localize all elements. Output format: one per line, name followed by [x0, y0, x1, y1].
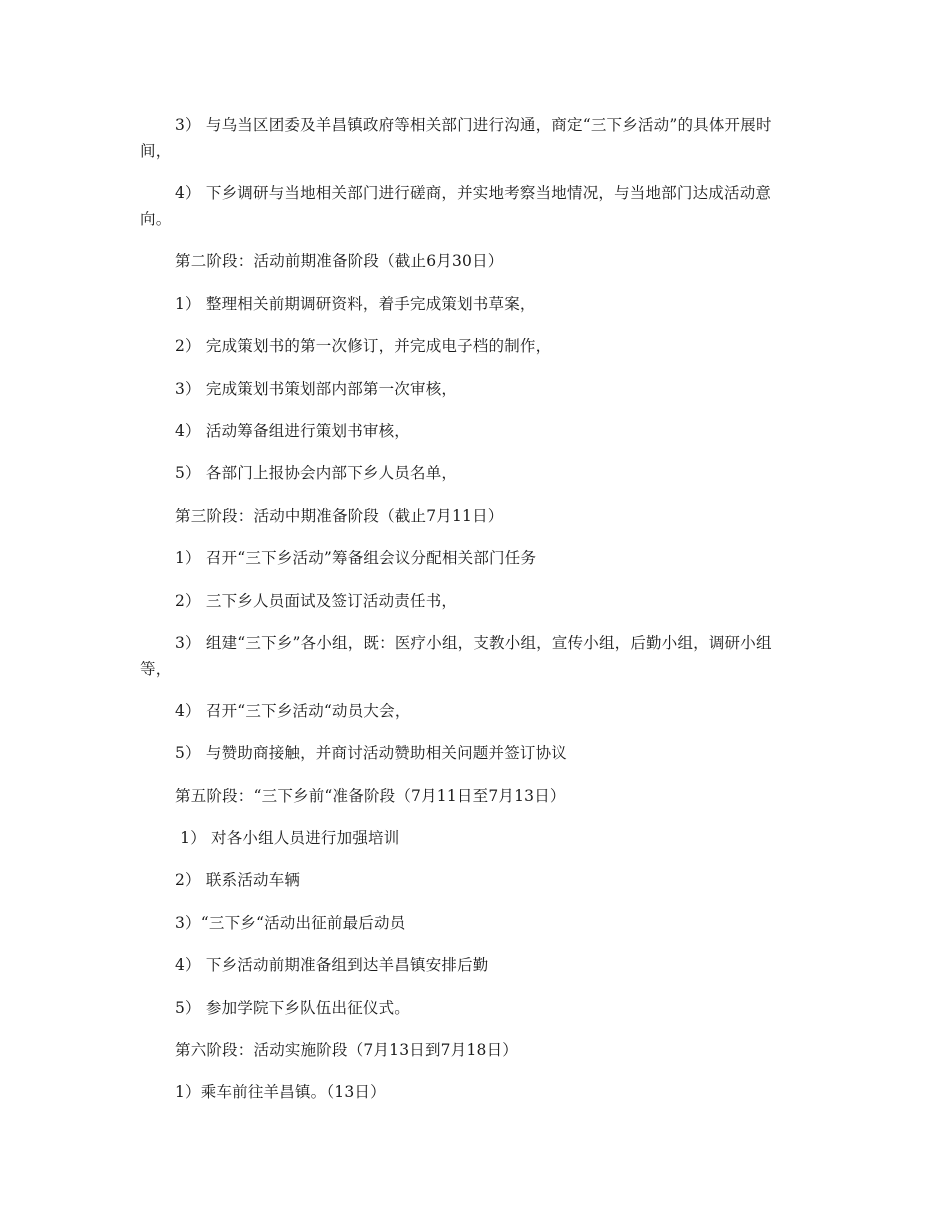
heading-stage2: 第二阶段：活动前期准备阶段（截止6月30日） [175, 252, 504, 270]
paragraph-stage5-item2: 2） 联系活动车辆 [175, 871, 301, 889]
heading-stage5: 第五阶段：“三下乡前“准备阶段（7月11日至7月13日） [175, 787, 566, 805]
paragraph-stage1-item4: 4） 下乡调研与当地相关部门进行磋商，并实地考察当地情况，与当地部门达成活动意向。 [140, 184, 772, 228]
paragraph-stage2-item2: 2） 完成策划书的第一次修订，并完成电子档的制作， [175, 337, 552, 355]
paragraph-stage2-item4: 4） 活动筹备组进行策划书审核， [175, 422, 410, 440]
paragraph-stage5-item4: 4） 下乡活动前期准备组到达羊昌镇安排后勤 [175, 956, 489, 974]
paragraph-stage2-item1: 1） 整理相关前期调研资料，着手完成策划书草案， [175, 295, 536, 313]
paragraph-stage1-item3: 3） 与乌当区团委及羊昌镇政府等相关部门进行沟通，商定“三下乡活动”的具体开展时间， [140, 116, 772, 160]
paragraph-stage3-item1: 1） 召开“三下乡活动”筹备组会议分配相关部门任务 [175, 549, 537, 567]
paragraph-stage3-item2: 2） 三下乡人员面试及签订活动责任书， [175, 592, 458, 610]
paragraph-stage6-item1: 1）乘车前往羊昌镇。（13日） [175, 1083, 386, 1101]
paragraph-stage2-item5: 5） 各部门上报协会内部下乡人员名单， [175, 464, 458, 482]
paragraph-stage3-item5: 5） 与赞助商接触，并商讨活动赞助相关问题并签订协议 [175, 744, 567, 762]
paragraph-stage3-item3: 3） 组建“三下乡”各小组，既：医疗小组，支教小组，宣传小组，后勤小组，调研小组等， [140, 634, 772, 678]
paragraph-stage3-item4: 4） 召开“三下乡活动“动员大会， [175, 702, 411, 720]
heading-stage6: 第六阶段：活动实施阶段（7月13日到7月18日） [175, 1041, 518, 1059]
heading-stage3: 第三阶段：活动中期准备阶段（截止7月11日） [175, 507, 504, 525]
paragraph-stage5-item1: 1） 对各小组人员进行加强培训 [175, 829, 400, 847]
paragraph-stage5-item5: 5） 参加学院下乡队伍出征仪式。 [175, 999, 410, 1017]
paragraph-stage5-item3: 3）“三下乡“活动出征前最后动员 [175, 914, 406, 932]
paragraph-stage2-item3: 3） 完成策划书策划部内部第一次审核， [175, 380, 458, 398]
